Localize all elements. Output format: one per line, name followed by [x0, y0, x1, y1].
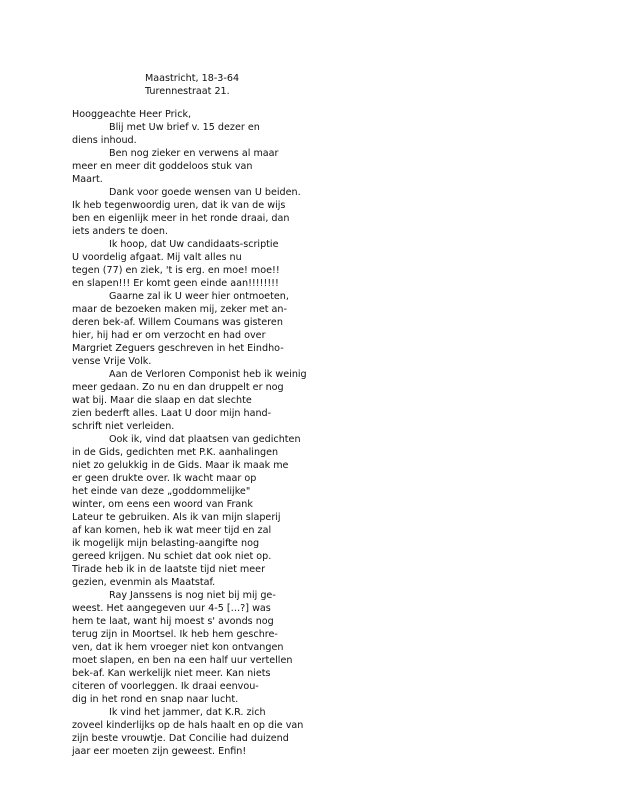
letter-line: Maart. — [72, 174, 103, 185]
letter-line: ik mogelijk mijn belasting-aangifte nog — [72, 538, 260, 549]
letter-line: tegen (77) en ziek, 't is erg. en moe! moe!! — [72, 265, 280, 276]
letter-line: moet slapen, en ben na een half uur vertellen — [72, 655, 293, 666]
letter-line: Aan de Verloren Componist heb ik weinig — [109, 369, 307, 380]
letter-line: vense Vrije Volk. — [72, 356, 152, 367]
letter-line: Margriet Zeguers geschreven in het Eindho- — [72, 343, 284, 354]
letter-line: zoveel kinderlijks op de hals haalt en op die van — [72, 720, 304, 731]
letter-line: iets anders te doen. — [72, 226, 169, 237]
letter-line: Ik heb tegenwoordig uren, dat ik van de wijs — [72, 200, 286, 211]
letter-line: meer en meer dit goddeloos stuk van — [72, 161, 253, 172]
letter-line: schrift niet verleiden. — [72, 421, 175, 432]
letter-line: in de Gids, gedichten met P.K. aanhalingen — [72, 447, 279, 458]
letter-line: ben en eigenlijk meer in het ronde draai, dan — [72, 213, 290, 224]
letter-line: jaar eer moeten zijn geweest. Enfin! — [72, 746, 247, 757]
letter-line: Ray Janssens is nog niet bij mij ge- — [109, 590, 276, 601]
letter-line: af kan komen, heb ik wat meer tijd en zal — [72, 525, 272, 536]
letter-line: gezien, evenmin als Maatstaf. — [72, 577, 216, 588]
letter-line: winter, om eens een woord van Frank — [72, 499, 253, 510]
letter-line: en slapen!!! Er komt geen einde aan!!!!!!!! — [72, 278, 279, 289]
letter-line: gereed krijgen. Nu schiet dat ook niet op. — [72, 551, 272, 562]
letter-line: Dank voor goede wensen van U beiden. — [109, 187, 301, 198]
letter-line: U voordelig afgaat. Mij valt alles nu — [72, 252, 242, 263]
letter-line: Ook ik, vind dat plaatsen van gedichten — [109, 434, 301, 445]
letter-line: citeren of voorleggen. Ik draai eenvou- — [72, 681, 259, 692]
letter-line: dig in het rond en snap naar lucht. — [72, 694, 239, 705]
letter-line: er geen drukte over. Ik wacht maar op — [72, 473, 257, 484]
letter-line: maar de bezoeken maken mij, zeker met an- — [72, 304, 287, 315]
letter-line: ven, dat ik hem vroeger niet kon ontvangen — [72, 642, 284, 653]
letter-line: Ben nog zieker en verwens al maar — [109, 148, 279, 159]
letter-line: hier, hij had er om verzocht en had over — [72, 330, 266, 341]
letter-line: weest. Het aangegeven uur 4-5 […?] was — [72, 603, 271, 614]
letter-line: meer gedaan. Zo nu en dan druppelt er nog — [72, 382, 284, 393]
sender-address: Turennestraat 21. — [145, 86, 230, 97]
letter-line: bek-af. Kan werkelijk niet meer. Kan niets — [72, 668, 271, 679]
letter-line: zien bederft alles. Laat U door mijn hand- — [72, 408, 272, 419]
letter-line: Blij met Uw brief v. 15 dezer en — [109, 122, 260, 133]
letter-line: deren bek-af. Willem Coumans was gisteren — [72, 317, 283, 328]
letter-line: hem te laat, want hij moest s' avonds nog — [72, 616, 274, 627]
letter-line: Gaarne zal ik U weer hier ontmoeten, — [109, 291, 289, 302]
letter-line: wat bij. Maar die slaap en dat slechte — [72, 395, 252, 406]
letter-line: terug zijn in Moortsel. Ik heb hem geschre- — [72, 629, 278, 640]
letter-line: Ik hoop, dat Uw candidaats-scriptie — [109, 239, 279, 250]
letter-line: het einde van deze „goddommelijke" — [72, 486, 251, 497]
place-date: Maastricht, 18-3-64 — [145, 73, 240, 84]
letter-line: diens inhoud. — [72, 135, 137, 146]
salutation: Hooggeachte Heer Prick, — [72, 109, 192, 120]
letter-line: Lateur te gebruiken. Als ik van mijn slaperij — [72, 512, 281, 523]
letter-line: Tirade heb ik in de laatste tijd niet meer — [72, 564, 266, 575]
letter-line: niet zo gelukkig in de Gids. Maar ik maak me — [72, 460, 289, 471]
letter-line: Ik vind het jammer, dat K.R. zich — [109, 707, 266, 718]
letter-line: zijn beste vrouwtje. Dat Concilie had duizend — [72, 733, 289, 744]
